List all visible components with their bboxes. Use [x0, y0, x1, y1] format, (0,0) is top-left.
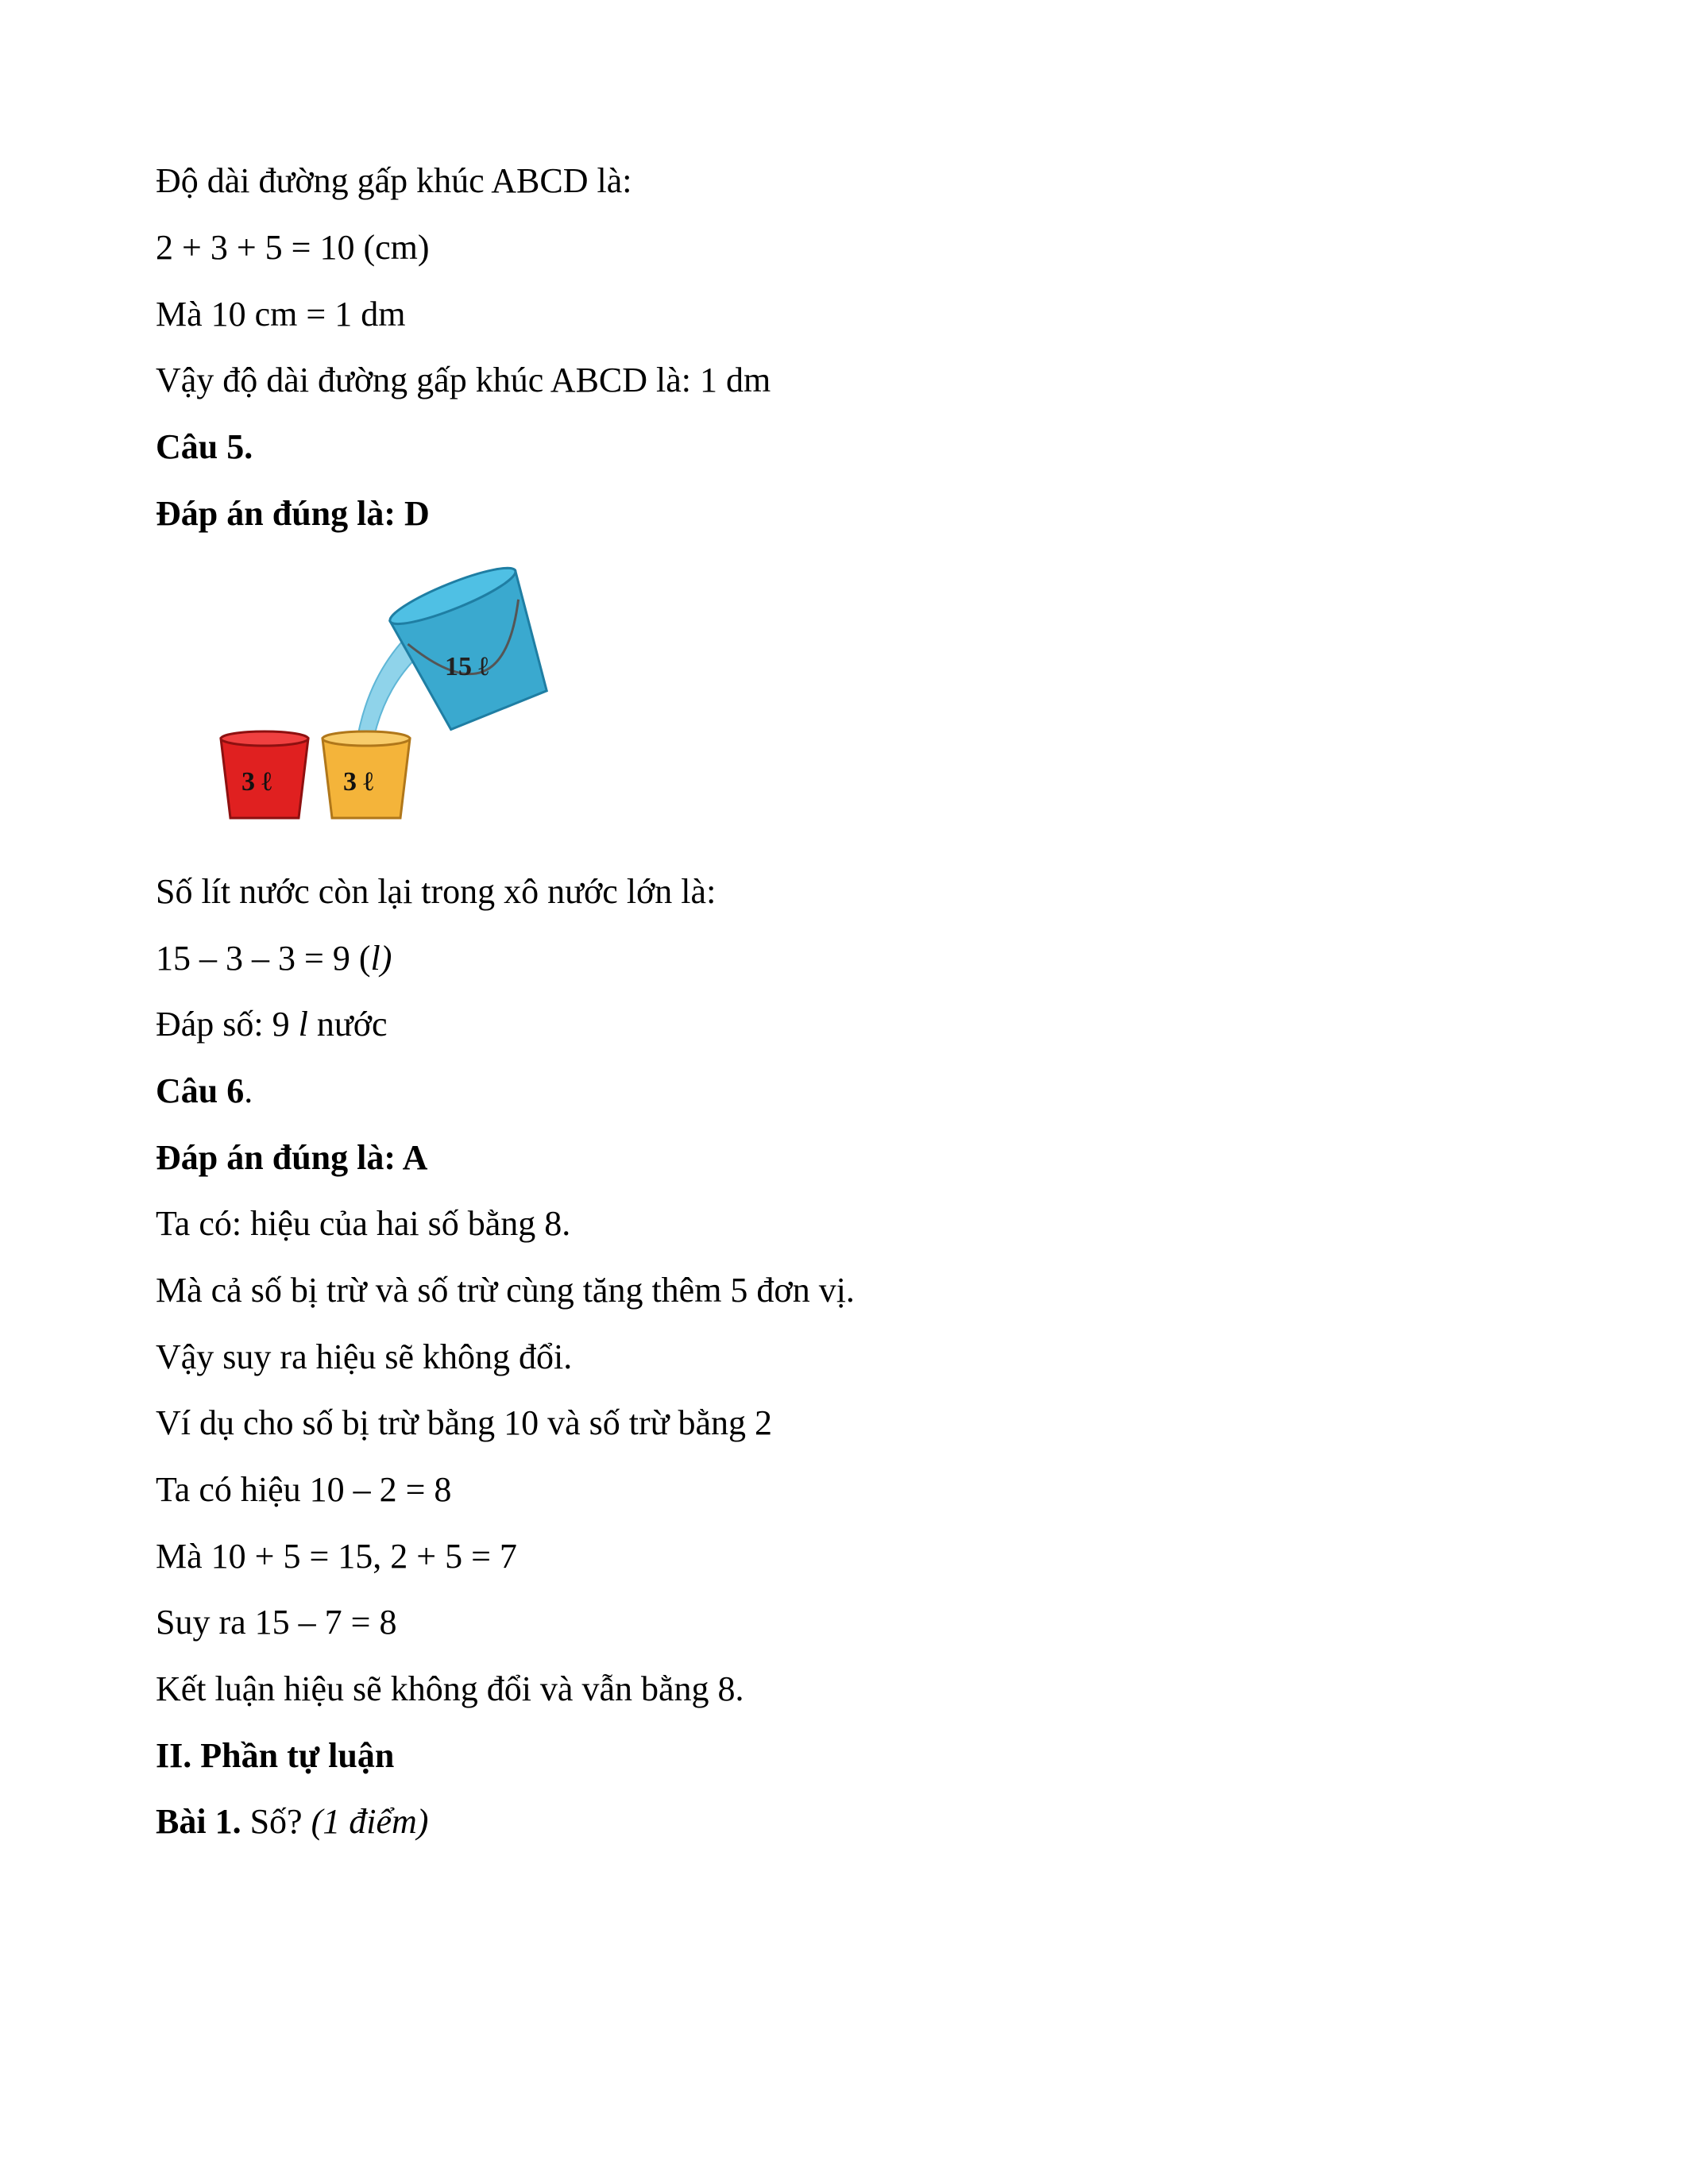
answer-line: Đáp án đúng là: D [156, 494, 430, 533]
section-heading: II. Phần tự luận [156, 1736, 395, 1775]
text-line: Độ dài đường gấp khúc ABCD là: [156, 161, 632, 200]
answer-prefix: Đáp số: 9 [156, 1005, 299, 1044]
yellow-bucket-label: 3 ℓ [343, 767, 374, 797]
text-line: Mà 10 + 5 = 15, 2 + 5 = 7 [156, 1537, 517, 1576]
exercise-points: (1 điểm) [311, 1802, 429, 1841]
big-bucket-label: 15 ℓ [445, 652, 489, 681]
question-title: Câu 6 [156, 1071, 245, 1110]
answer-suffix: nước [307, 1005, 388, 1044]
question-heading: Câu 5. [156, 427, 253, 466]
text-line: Ta có hiệu 10 – 2 = 8 [156, 1470, 452, 1509]
exercise-heading [156, 1804, 428, 1839]
text-line: Ta có: hiệu của hai số bằng 8. [156, 1204, 571, 1243]
unit-litre: l [298, 1005, 308, 1044]
unit-litre: l) [370, 939, 392, 978]
text-line: Vậy độ dài đường gấp khúc ABCD là: 1 dm [156, 361, 771, 399]
answer-summary [156, 1007, 388, 1042]
question-heading [156, 1071, 253, 1110]
text-line: Ví dụ cho số bị trừ bằng 10 và số trừ bằng 2 [156, 1403, 773, 1442]
text-line: Số lít nước còn lại trong xô nước lớn là: [156, 872, 717, 911]
answer-line: Đáp án đúng là: A [156, 1138, 428, 1177]
text-line: Mà 10 cm = 1 dm [156, 295, 406, 334]
big-bucket-icon [385, 559, 562, 735]
bucket-illustration [213, 556, 578, 834]
exercise-title: Bài 1. [156, 1802, 241, 1841]
period: . [244, 1071, 253, 1110]
equation-text: 15 – 3 – 3 = 9 ( [156, 939, 371, 978]
red-bucket-label: 3 ℓ [241, 767, 272, 797]
text-line: Kết luận hiệu sẽ không đổi và vẫn bằng 8. [156, 1669, 744, 1708]
text-line: 2 + 3 + 5 = 10 (cm) [156, 228, 430, 267]
exercise-prompt: Số? [241, 1802, 311, 1841]
text-line: Suy ra 15 – 7 = 8 [156, 1603, 397, 1642]
text-line: Vậy suy ra hiệu sẽ không đổi. [156, 1337, 573, 1376]
text-line: Mà cả số bị trừ và số trừ cùng tăng thêm 5 đơn vị. [156, 1271, 855, 1310]
equation-line [156, 941, 392, 976]
